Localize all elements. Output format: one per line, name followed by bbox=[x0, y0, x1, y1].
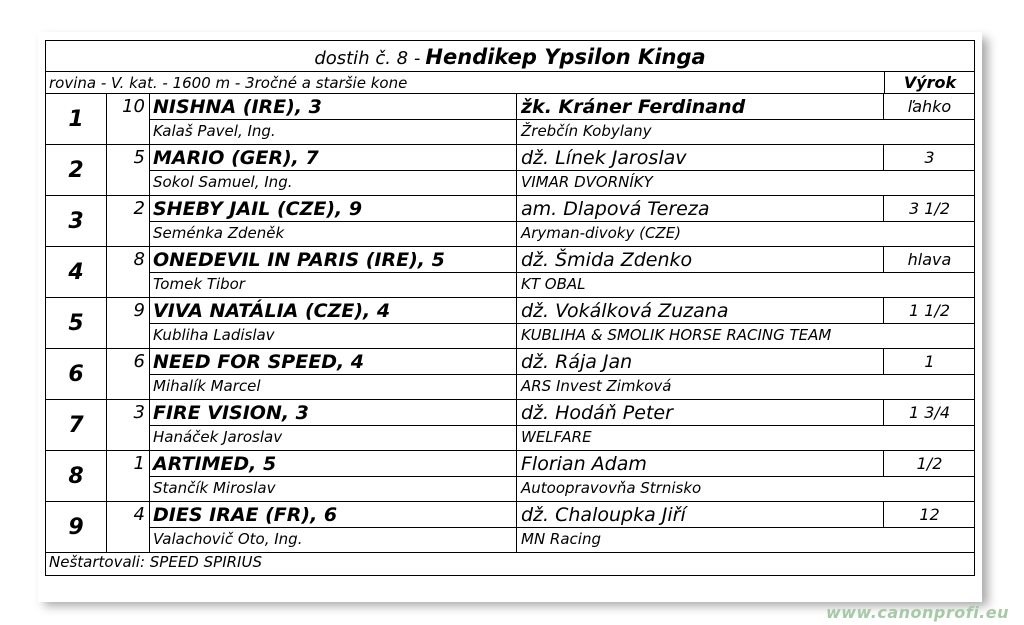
trainer-name: Valachovič Oto, Ing. bbox=[153, 530, 303, 548]
horse-name: MARIO (GER), 7 bbox=[153, 147, 319, 169]
runner-top-row bbox=[150, 502, 975, 528]
saddle-number-cell bbox=[107, 222, 150, 246]
owner-name: Autoopravovňa Strnisko bbox=[516, 477, 975, 501]
race-info-row bbox=[46, 72, 974, 94]
saddle-number: 3 bbox=[107, 400, 150, 426]
finish-position: 3 bbox=[46, 196, 107, 246]
trainer-name: Stančík Miroslav bbox=[153, 479, 276, 497]
race-conditions: rovina - V. kat. - 1600 m - 3ročné a staršie kone bbox=[49, 74, 408, 92]
saddle-number-cell bbox=[107, 171, 150, 195]
runner-top-row bbox=[150, 196, 975, 222]
result-margin: hlava bbox=[883, 247, 975, 272]
finish-position: 6 bbox=[46, 349, 107, 399]
saddle-number: 2 bbox=[107, 196, 150, 222]
jockey-name: žk. Kráner Ferdinand bbox=[516, 94, 883, 119]
runner-row bbox=[46, 94, 974, 145]
jockey-name: dž. Chaloupka Jiří bbox=[516, 502, 883, 527]
saddle-number-cell bbox=[107, 273, 150, 297]
finish-position: 8 bbox=[46, 451, 107, 501]
horse-name: DIES IRAE (FR), 6 bbox=[153, 504, 338, 526]
finish-position: 5 bbox=[46, 298, 107, 348]
runner-row bbox=[46, 145, 974, 196]
runner-top-row bbox=[150, 145, 975, 171]
saddle-number-cell bbox=[107, 426, 150, 450]
horse-name: ARTIMED, 5 bbox=[153, 453, 277, 475]
jockey-name: Florian Adam bbox=[516, 451, 883, 476]
race-title bbox=[46, 41, 974, 72]
finish-position: 7 bbox=[46, 400, 107, 450]
owner-name: MN Racing bbox=[516, 528, 975, 552]
runner-row bbox=[46, 400, 974, 451]
saddle-number: 1 bbox=[107, 451, 150, 477]
jockey-name: dž. Rája Jan bbox=[516, 349, 883, 374]
trainer-name: Seménka Zdeněk bbox=[153, 224, 285, 242]
result-margin: 3 1/2 bbox=[883, 196, 975, 221]
result-margin: 1/2 bbox=[883, 451, 975, 476]
saddle-number: 4 bbox=[107, 502, 150, 528]
runner-row bbox=[46, 502, 974, 553]
trainer-name: Tomek Tibor bbox=[153, 275, 245, 293]
saddle-number-cell bbox=[107, 477, 150, 501]
owner-name: KUBLIHA & SMOLIK HORSE RACING TEAM bbox=[516, 324, 975, 348]
horse-name: ONEDEVIL IN PARIS (IRE), 5 bbox=[153, 249, 445, 271]
runner-row bbox=[46, 451, 974, 502]
owner-name: Žrebčín Kobylany bbox=[516, 120, 975, 144]
result-header: Výrok bbox=[884, 72, 975, 93]
race-number: dostih č. 8 - bbox=[314, 48, 421, 69]
runner-top-row bbox=[150, 451, 975, 477]
horse-name: NEED FOR SPEED, 4 bbox=[153, 351, 365, 373]
jockey-name: am. Dlapová Tereza bbox=[516, 196, 883, 221]
saddle-number: 10 bbox=[107, 94, 150, 120]
jockey-name: dž. Vokálková Zuzana bbox=[516, 298, 883, 323]
runner-top-row bbox=[150, 349, 975, 375]
runner-row bbox=[46, 196, 974, 247]
non-starters: Neštartovali: SPEED SPIRIUS bbox=[49, 553, 262, 571]
runner-top-row bbox=[150, 94, 975, 120]
result-margin: 1 bbox=[883, 349, 975, 374]
saddle-number: 8 bbox=[107, 247, 150, 273]
horse-name: NISHNA (IRE), 3 bbox=[153, 96, 322, 118]
runner-top-row bbox=[150, 247, 975, 273]
result-margin: ľahko bbox=[883, 94, 975, 119]
runner-top-row bbox=[150, 298, 975, 324]
owner-name: ARS Invest Zimková bbox=[516, 375, 975, 399]
saddle-number-cell bbox=[107, 324, 150, 348]
result-margin: 12 bbox=[883, 502, 975, 527]
saddle-number: 5 bbox=[107, 145, 150, 171]
owner-name: VIMAR DVORNÍKY bbox=[516, 171, 975, 195]
trainer-name: Kalaš Pavel, Ing. bbox=[153, 122, 276, 140]
runner-row bbox=[46, 247, 974, 298]
trainer-name: Kubliha Ladislav bbox=[153, 326, 275, 344]
trainer-name: Mihalík Marcel bbox=[153, 377, 261, 395]
horse-name: SHEBY JAIL (CZE), 9 bbox=[153, 198, 363, 220]
saddle-number-cell bbox=[107, 528, 150, 552]
finish-position: 4 bbox=[46, 247, 107, 297]
result-margin: 1 3/4 bbox=[883, 400, 975, 425]
jockey-name: dž. Línek Jaroslav bbox=[516, 145, 883, 170]
runner-row bbox=[46, 349, 974, 400]
runner-top-row bbox=[150, 400, 975, 426]
saddle-number-cell bbox=[107, 375, 150, 399]
result-margin: 1 1/2 bbox=[883, 298, 975, 323]
trainer-name: Sokol Samuel, Ing. bbox=[153, 173, 293, 191]
saddle-number-cell bbox=[107, 120, 150, 144]
jockey-name: dž. Šmida Zdenko bbox=[516, 247, 883, 272]
results-table bbox=[45, 40, 975, 576]
owner-name: KT OBAL bbox=[516, 273, 975, 297]
results-card bbox=[38, 32, 982, 602]
horse-name: VIVA NATÁLIA (CZE), 4 bbox=[153, 300, 391, 322]
owner-name: Aryman-divoky (CZE) bbox=[516, 222, 975, 246]
owner-name: WELFARE bbox=[516, 426, 975, 450]
finish-position: 9 bbox=[46, 502, 107, 552]
jockey-name: dž. Hodáň Peter bbox=[516, 400, 883, 425]
finish-position: 2 bbox=[46, 145, 107, 195]
saddle-number: 9 bbox=[107, 298, 150, 324]
result-margin: 3 bbox=[883, 145, 975, 170]
finish-position: 1 bbox=[46, 94, 107, 144]
runner-row bbox=[46, 298, 974, 349]
race-name: Hendikep Ypsilon Kinga bbox=[425, 45, 706, 69]
horse-name: FIRE VISION, 3 bbox=[153, 402, 309, 424]
saddle-number: 6 bbox=[107, 349, 150, 375]
trainer-name: Hanáček Jaroslav bbox=[153, 428, 283, 446]
watermark: www.canonprofi.eu bbox=[825, 603, 1009, 622]
